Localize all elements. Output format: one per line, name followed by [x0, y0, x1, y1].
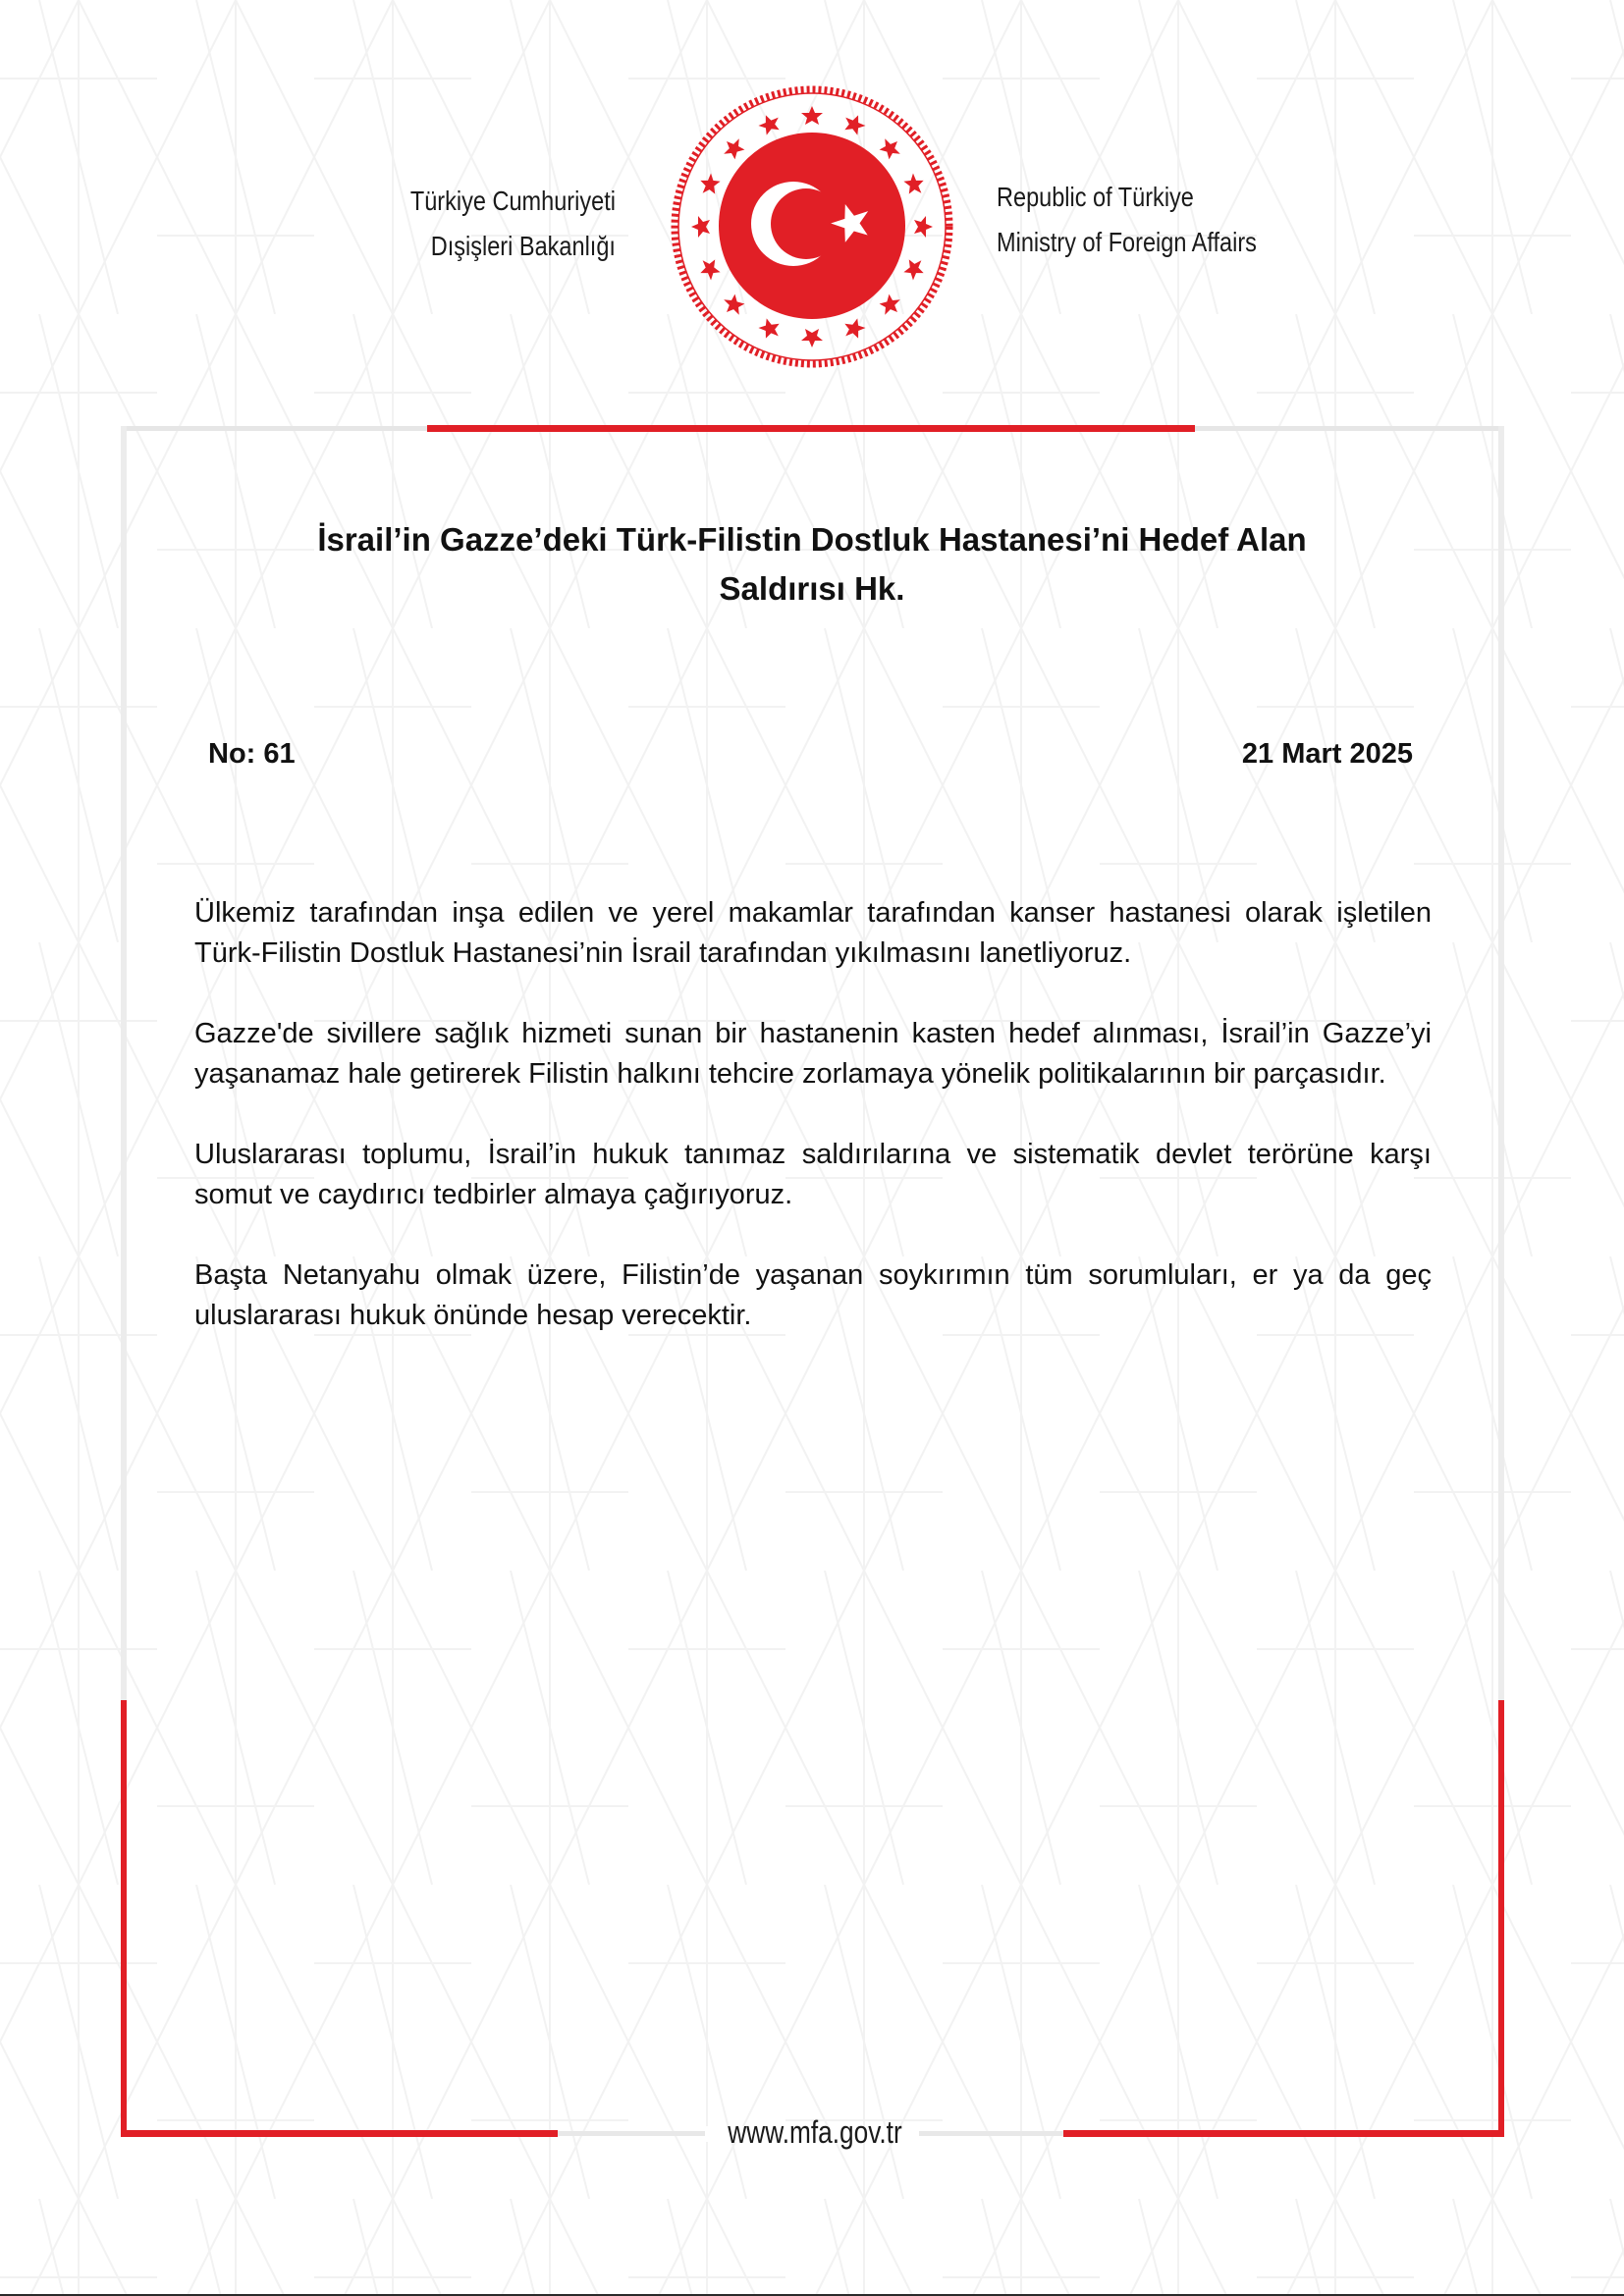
document-number: No: 61 [208, 738, 296, 770]
frame-bottom-accent-right [1063, 2130, 1504, 2137]
ministry-name-turkish [410, 179, 616, 269]
paragraph-1: Ülkemiz tarafından inşa edilen ve yerel makamlar tarafından kanser hastanesi olarak işletilen Türk-Filistin Dostluk Hastanesi’nin İsrail tarafından yıkılmasını lanetliyoruz. [194, 897, 1432, 969]
header-right-line-2: Ministry of Foreign Affairs [997, 227, 1257, 257]
header-left-line-1: Türkiye Cumhuriyeti [409, 186, 616, 216]
frame-left-accent [121, 1700, 127, 2137]
page-title [196, 515, 1428, 614]
frame-top-accent [427, 425, 1195, 432]
frame-bottom-accent-left [121, 2130, 558, 2137]
ministry-name-english [997, 175, 1257, 265]
frame-right-border [1498, 426, 1504, 1702]
footer-website-link[interactable]: www.mfa.gov.tr [728, 2114, 902, 2150]
paragraph-2: Gazze'de sivillere sağlık hizmeti sunan bir hastanenin kasten hedef alınması, İsrail’in Gazze’yi yaşanamaz hale getirerek Filistin halkını tehcire zorlamaya yönelik politikalarının bir parçasıdır. [194, 1018, 1432, 1090]
title-line-2: Saldırısı Hk. [719, 570, 905, 607]
crescent-star-seal-icon [670, 84, 954, 369]
document-body [194, 893, 1432, 1376]
frame-right-accent [1498, 1700, 1504, 2137]
header-left-line-2: Dışişleri Bakanlığı [430, 231, 616, 261]
paragraph-3: Uluslararası toplumu, İsrail’in hukuk tanımaz saldırılarına ve sistematik devlet terörüne karşı somut ve caydırıcı tedbirler almaya çağırıyoruz. [194, 1139, 1432, 1210]
paragraph-4: Başta Netanyahu olmak üzere, Filistin’de yaşanan soykırımın tüm sorumluları, er ya da geç uluslararası hukuk önünde hesap verecektir. [194, 1259, 1432, 1331]
document-date: 21 Mart 2025 [1241, 738, 1413, 770]
title-line-1: İsrail’in Gazze’deki Türk-Filistin Dostluk Hastanesi’ni Hedef Alan [317, 521, 1307, 558]
frame-left-border [121, 426, 127, 1702]
header-right-line-1: Republic of Türkiye [997, 182, 1194, 212]
